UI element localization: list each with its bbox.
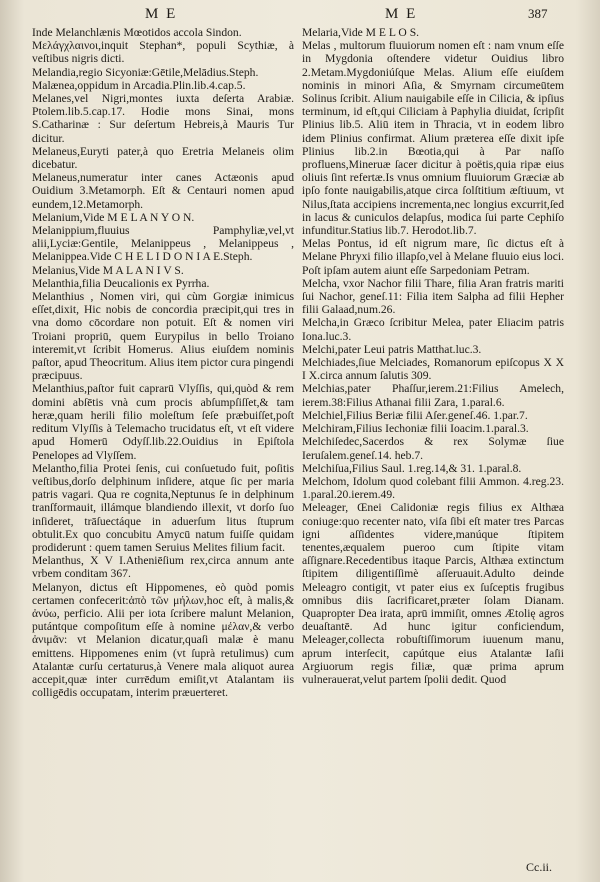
dictionary-entry: Melaria,Vide M E L O S. (302, 26, 420, 39)
dictionary-entry: Melanes,vel Nigri,montes iuxta deſerta Arabiæ. Ptolem.lib.5.cap.17. Hodie mons Sinai, mons S.Catharinæ : Sur deſertum Hebreis,à Mauris Tur dicitur. (32, 92, 294, 145)
dictionary-entry: Melchi,pater Leui patris Matthat.luc.3. (302, 342, 482, 356)
left-column (32, 26, 294, 699)
dictionary-entry: Melaneus,Euryti pater,à quo Eretria Melaneis olim dicebatur. (32, 144, 294, 172)
page-number: 387 (528, 6, 548, 21)
dictionary-entry: Melchias,pater Phaſſur,ierem.21:Filius Amelech, ierem.38:Filius Athanai filii Zara, 1.paral.6. (302, 382, 564, 409)
dictionary-entry: Melas Pontus, id eſt nigrum mare, ſic dictus eſt à Melane Phryxi filio illapſo,vel à Melane fluuio eius loci. Poſt ipſam autem aiunt eſſe Sarpedoniam Petram. (302, 237, 564, 277)
right-column (302, 26, 564, 686)
dictionary-entry: Melantho,filia Protei ſenis, cui conſuetudo fuit, poſitis veſtibus,dorſo delphinum inſidere, atque ſic per maria patris vagari. Qua re cognita,Neptunus ſe in delphinum tranſformauit, illámque blandiendo illexit, vt dorſo ſuo inſideret, trāſuectáque in aduerſum litus ſtuprum obtulit.Ex quo concubitu Amycū natum fuiſſe quidam prodiderunt : quem tamen Seruius Melites filium facit. (32, 461, 294, 554)
dictionary-entry: Melchiel,Filius Beriæ filii Aſer.geneſ.46. 1.par.7. (302, 408, 528, 422)
dictionary-entry: Melanippium,fluuius Pamphyliæ,vel,vt alii,Lyciæ:Gentile, Melanippeus , Melanippeus , Melanippea.Vide C H E L I D O N I A E.Steph. (32, 224, 294, 264)
header-right-letters: M E (385, 6, 418, 22)
dictionary-entry: Melaneus,numeratur inter canes Actæonis apud Ouidium 3.Metamorph. Eſt & Centauri nomen apud eundem,12.Metamorph. (32, 171, 294, 211)
running-header (0, 6, 600, 28)
dictionary-entry: Melanyon, dictus eſt Hippomenes, eò quòd pomis certamen confecerit:ἀπὸ τῶν μήλων,hoc eſt, à malis,& ἀνύω, perficio. Alii per iota ſcribere malunt Melanion, putántque compoſitum eſſe à nomine μέλαν,& verbo ἀνιμᾶν: vt Melanion dicatur,quaſi malæ è manu emittens. Hippomenes enim (vt ſuprà retulimus) cum Atalantæ curſu certaturus,à Venere mala aliquot aurea accepit,quæ inter currēdum emiſit,vt Atalantam iis colligēdis occupatam, interim præuerteret. (32, 580, 294, 700)
dictionary-entry: Melanium,Vide M E L A N Y O N. (32, 210, 195, 224)
dictionary-entry: Melandia,regio Sicyoniæ:Gētile,Melādius.Steph. (32, 65, 259, 79)
dictionary-entry: Melchom, Idolum quod colebant filii Ammon. 4.reg.23. 1.paral.20.ierem.49. (302, 474, 564, 502)
dictionary-entry: Melchiſedec,Sacerdos & rex Solymæ ſiue Ieruſalem.geneſ.14. heb.7. (302, 435, 564, 462)
dictionary-entry: Melchiades,ſiue Melciades, Romanorum epiſcopus X X I X.circa annum ſalutis 309. (302, 356, 564, 383)
dictionary-entry: Malænea,oppidum in Arcadia.Plin.lib.4.cap.5. (32, 78, 246, 92)
dictionary-entry: Melanthius , Nomen viri, qui cùm Gorgiæ inimicus eſſet,dixit, Hic nobis de concordia præcipit,qui tres in vna domo cōcordare non potuit. Eſt & nomen viri Troiani propriū, quem Eurypilus in bello Troiano interemit,vt ſcribit Homerus. Alius eiuſdem nominis paſtor, apud Theocritum. Alius item pictor cura pingendi præcipuus. (32, 290, 294, 383)
dictionary-entry: Melanthia,filia Deucalionis ex Pyrrha. (32, 276, 210, 290)
dictionary-entry: Melanius,Vide M A L A N I V S. (32, 263, 184, 277)
dictionary-entry: Melanthius,paſtor fuit caprarū Vlyſſis, qui,quòd & rem domini abſētis vnà cum procis abſumpſiſſet,& tam heræ,quam herili filio moleſtum ſeſe præbuiſſet,poſt reditum Vlyſſis à Telemacho trucidatus eſt, vt eſt videre apud Homerū Odyſſ.lib.22.Ouidius in Epiſtola Penelopes ad Vlyſſem. (32, 382, 294, 462)
dictionary-entry: Melcha, vxor Nachor filii Thare, filia Aran fratris mariti ſui Nachor, geneſ.11: Filia item Salpha ad filii Hepher filii Galaad,num.26. (302, 276, 564, 317)
dictionary-entry: Meleager, Œnei Calidoniæ regis filius ex Althæa coniuge:quo recenter nato, viſa ſibi eſt mater tres Parcas igni aſſidentes videre,manúque ſtipitem tenentes,æqualem pueroo cum ſtipite vitam aſſignare.Recedentibus itaque Parcis, Althæa extinctum ſtipitem diligentiſſimè aſſeruauit.Adulto deinde Meleagro contigit, vt pater eius ex ſuſceptis frugibus omnibus diis ſacrificaret,præter ſolam Dianam. Quapropter Dea irata, aprū immiſit, omnes Ætolię agros deuaſtantē. Ad hunc igitur conficiendum, Meleager,collecta robuſtiſſimorum iuuenum manu, aprum interſecit, capútque eius Atalantæ Iaſii Argiuorum regis filiæ, quæ prima aprum vulnerauerat,velut partem ſpolii dedit. Quod (302, 501, 564, 686)
dictionary-entry: Melcha,in Græco ſcribitur Melea, pater Eliacim patris Iona.luc.3. (302, 316, 564, 343)
header-left-letters: M E (145, 6, 178, 22)
dictionary-entry: Inde Melanchlænis Mœotidos accola Sindon. (32, 26, 242, 39)
signature-mark: Cc.ii. (526, 860, 552, 874)
dictionary-entry: Melchiſua,Filius Saul. 1.reg.14,& 31. 1.paral.8. (302, 461, 522, 475)
dictionary-entry: Melas , multorum fluuiorum nomen eſt : nam vnum eſſe in Mygdonia oſtendere videtur Ouidius libro 2.Metam.Mygdoniúſque Melas. Alium eſſe eiuſdem nominis in minori Aſia, & Smyrnam circumeūtem Solinus ſcribit. Alium nauigabile eſſe in Cilicia, & ipſius terminum, id eſt,qui Ciliciam à Paphylia diuidat, ſcripſit Plinius lib.5. Aliū item in Thracia, vt in eodem libro idem Plinius confirmat. Alium præterea eſſe dixit ipſe Plinius lib.2.in Bœotia,qui à Par naſſo profluens,Mineruæ ſacer dicitur à poëtis,quia ripæ eius oliuis ſint refertæ.Is vnus omnium fluuiorum Græciæ ab ipſo fonte nauigabilis,atque circa ſolſtitium æſtiuum, vt Nilus,ſtata accipiens incrementa,nec longius excurrit,ſed in lacus & cuniculos delapſus, modica ſui parte Cephiſo infunditur.Statius lib.7. Herodot.lib.7. (302, 39, 564, 238)
dictionary-entry: Melchiram,Filius Iechoniæ filii Ioacim.1.paral.3. (302, 422, 529, 436)
dictionary-entry: Μελάγχλαινοι,inquit Stephan*, populi Scythiæ, à veſtibus nigris dicti. (32, 39, 294, 66)
dictionary-entry: Melanthus, X V I.Atheniēſium rex,circa annum ante vrbem conditam 367. (32, 554, 294, 581)
